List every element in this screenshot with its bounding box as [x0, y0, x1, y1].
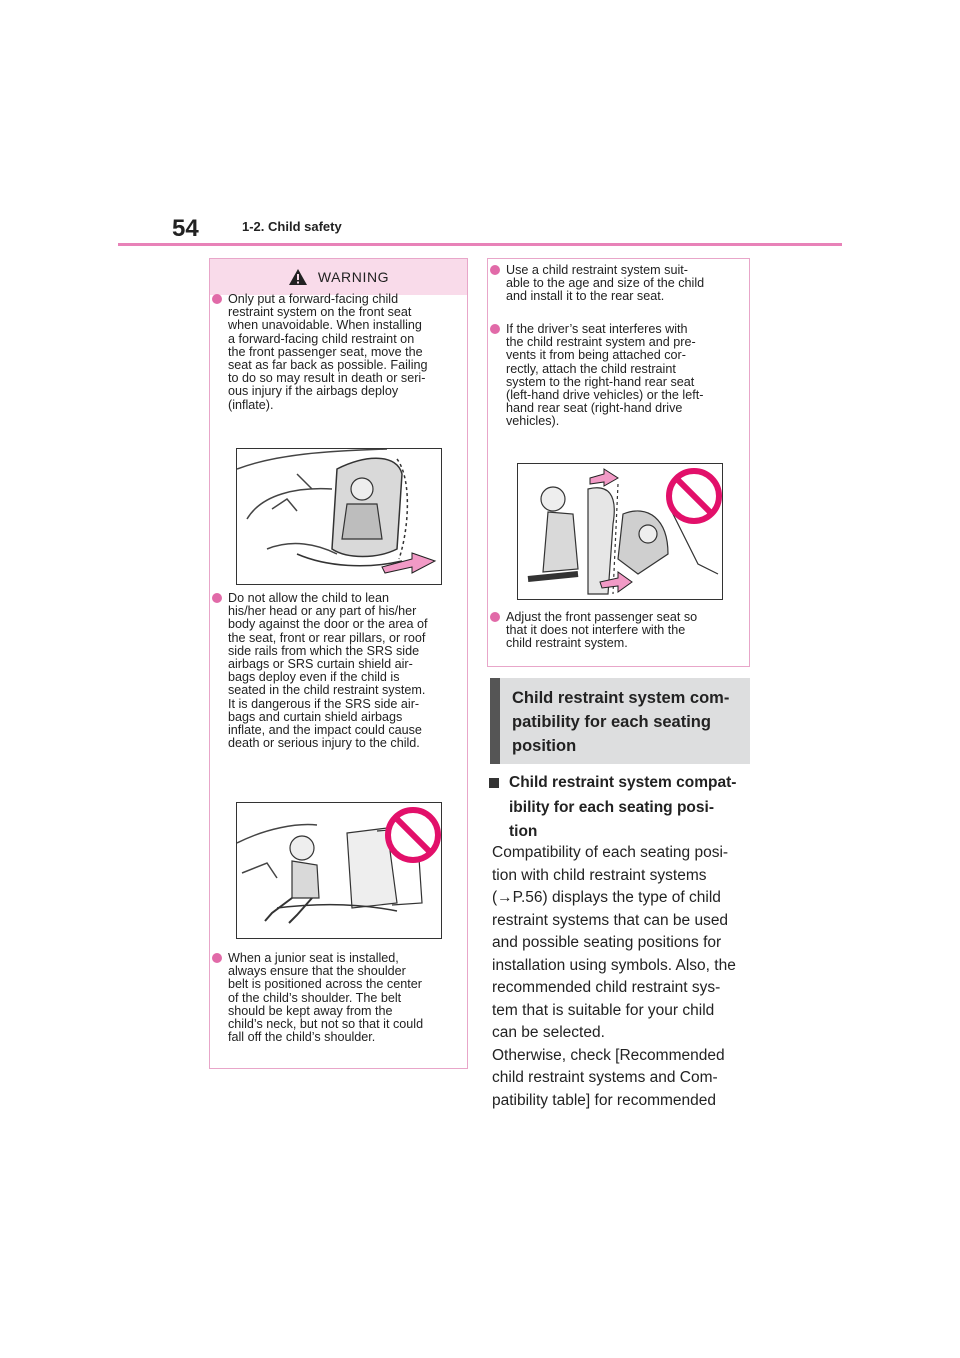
sub-heading-text: Child restraint system compat- ibility for each seating posi- tion [509, 774, 737, 840]
warning-item [488, 611, 697, 651]
warning-item-text: Only put a forward-facing child restraint system on the front seat when unavoidable. When installing a forward-facing child restraint on the front passenger seat, move the seat as far back as possible. Failing to do so may result in death or seri- ous injury if the airbags deploy (inflate). [228, 292, 428, 412]
header-rule [118, 243, 842, 246]
warning-triangle-icon [288, 268, 308, 286]
body-paragraph: Compatibility of each seating posi- tion with child restraint systems (→P.56) displays the type of child restraint systems that can be used and possible seating positions for installation using symbols. Also, the recommended child restraint sys- tem that is suitable for your child can be selected. Otherwise, check [Recommended child restraint systems and Com- patibility table] for recommended [492, 844, 736, 1109]
section-heading-box [490, 678, 750, 764]
warning-title: WARNING [317, 269, 390, 285]
bullet-dot-icon [212, 953, 222, 963]
warning-item-text: If the driver’s seat interferes with the child restraint system and pre- vents it from being attached cor- rectly, attach the child restraint system to the right-hand rear seat (left-hand drive vehicles) or the left- hand rear seat (right-hand drive vehicles). [506, 322, 704, 429]
warning-item [210, 293, 428, 412]
square-bullet-icon [489, 778, 499, 788]
warning-item-text: Do not allow the child to lean his/her head or any part of his/her body against the door or the area of the seat, front or rear pillars, or roof side rails from which the SRS side airbags or SRS curtain shield air- bags deploy even if the child is seated in the child restraint system. It is dangerous if the SRS side air- bags and curtain shield airbags inflate, and the impact could cause death or serious injury to the child. [228, 591, 428, 751]
bullet-dot-icon [490, 265, 500, 275]
section-title: 1-2. Child safety [242, 219, 342, 234]
section-heading: Child restraint system com- patibility for each seating position [512, 689, 730, 755]
warning-header [210, 259, 467, 295]
bullet-dot-icon [490, 612, 500, 622]
illustration-child-leaning-door [236, 802, 442, 939]
bullet-dot-icon [212, 294, 222, 304]
illustration-forward-facing-seat [236, 448, 442, 585]
illustration-seat-interference [517, 463, 723, 600]
sub-heading [489, 771, 736, 845]
warning-item [210, 952, 423, 1044]
warning-item [210, 592, 428, 750]
warning-item-text: Adjust the front passenger seat so that it does not interfere with the child restraint system. [506, 610, 698, 651]
warning-item-text: Use a child restraint system suit- able to the age and size of the child and install it to the rear seat. [506, 263, 705, 304]
warning-item-text: When a junior seat is installed, always ensure that the shoulder belt is positioned across the center of the child’s shoulder. The belt should be kept away from the child’s neck, but not so that it could fall off the child’s shoulder. [228, 951, 424, 1045]
warning-item [488, 323, 703, 429]
warning-item [488, 264, 704, 304]
page-number: 54 [172, 215, 199, 242]
bullet-dot-icon [212, 593, 222, 603]
bullet-dot-icon [490, 324, 500, 334]
warning-box [209, 258, 468, 1069]
